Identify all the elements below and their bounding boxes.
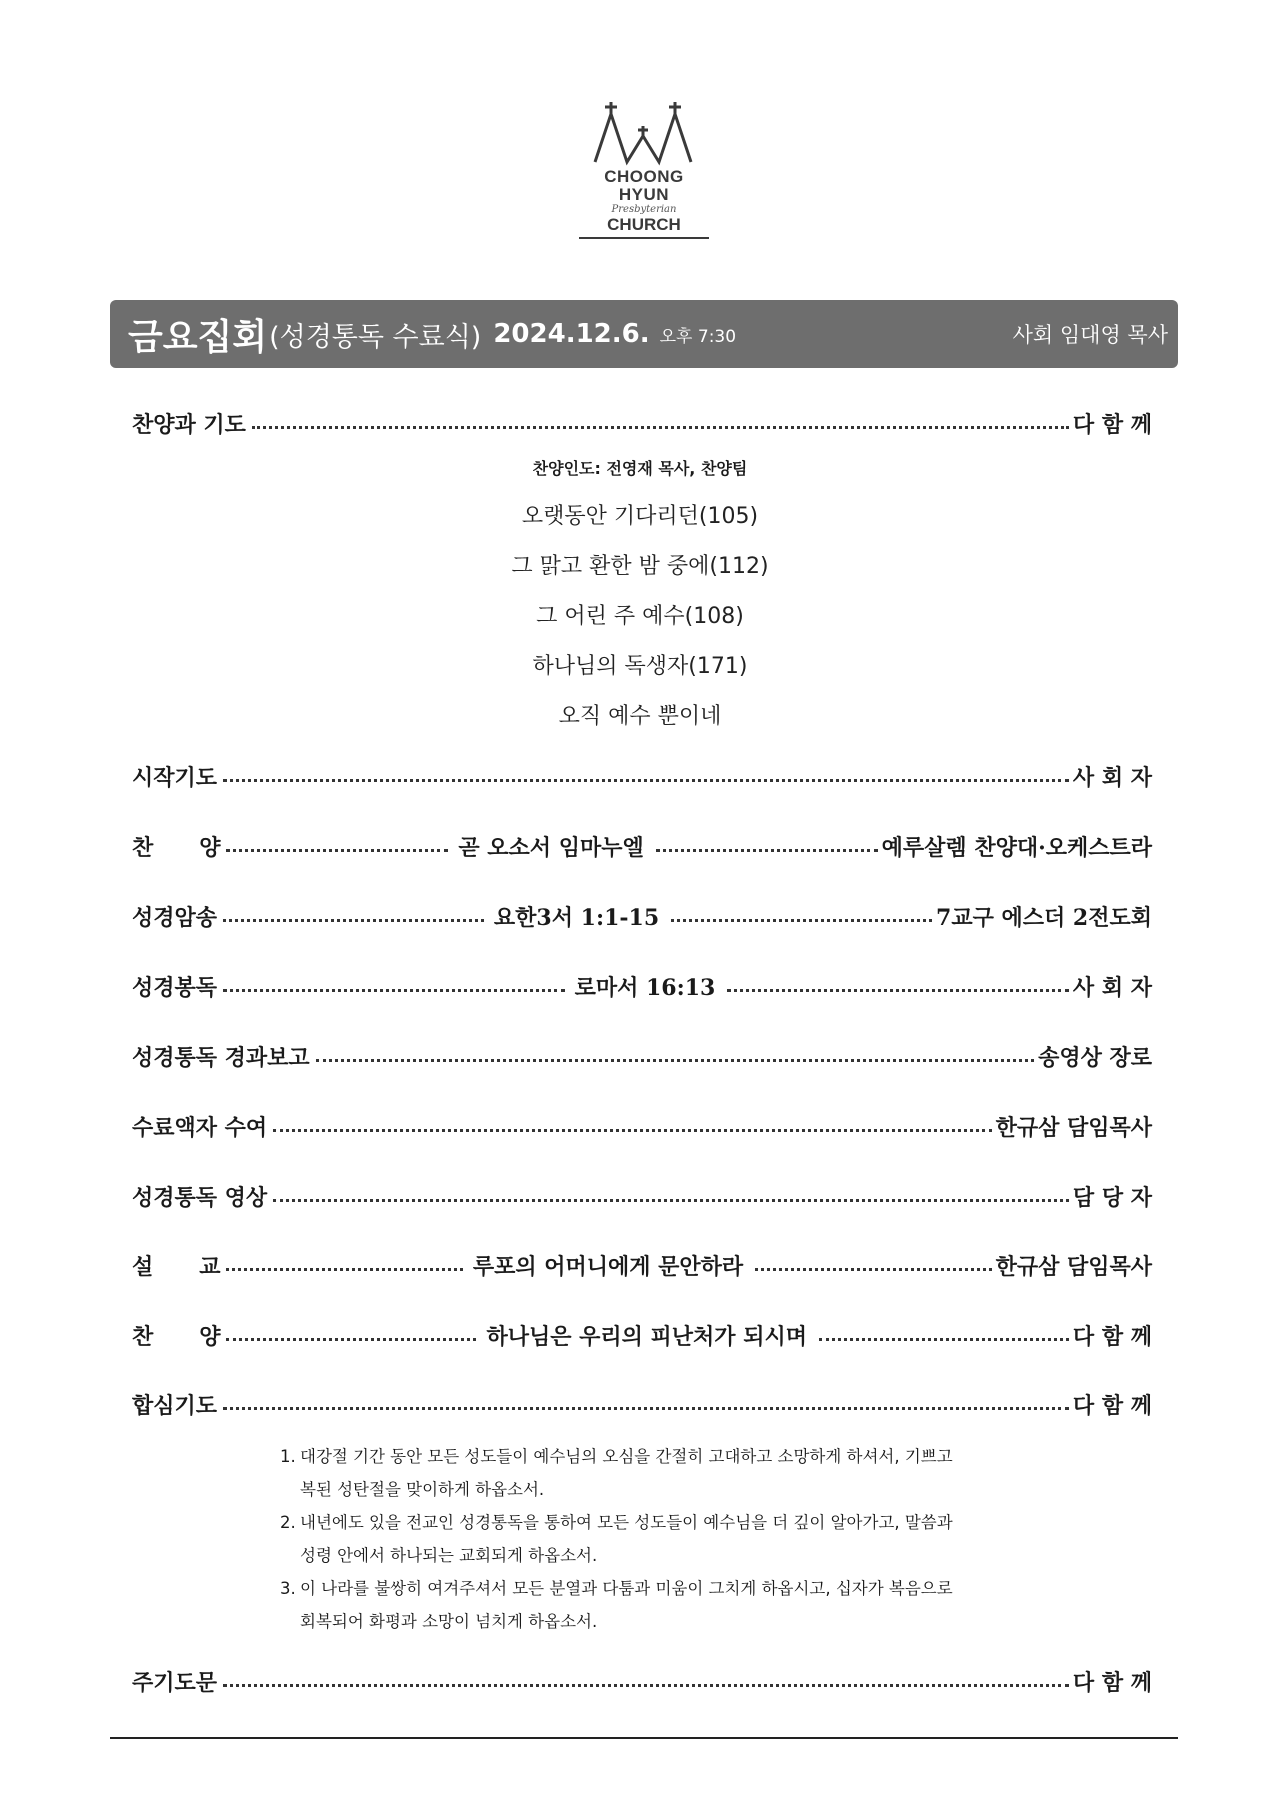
service-row xyxy=(132,829,1152,863)
service-row xyxy=(132,406,1152,440)
leader-dots xyxy=(310,1039,1038,1073)
logo-church: CHURCH xyxy=(607,215,681,234)
row-content: 요한3서 1:1-15 xyxy=(493,904,660,931)
service-row xyxy=(132,1387,1152,1421)
leader-dots xyxy=(813,1318,1073,1352)
row-label: 수료액자 수여 xyxy=(132,1114,268,1141)
leader-dots xyxy=(217,969,569,1003)
service-date: 2024.12.6. xyxy=(493,319,650,349)
row-label: 시작기도 xyxy=(132,764,218,791)
prayer-line: 이 나라를 불쌍히 여겨주셔서 모든 분열과 다툼과 미움이 그치게 하옵시고, 십자가 복음으로 xyxy=(300,1579,953,1598)
leader-dots xyxy=(665,899,936,933)
row-leader: 다 함 께 xyxy=(1072,1669,1152,1696)
row-content: 루포의 어머니에게 문안하라 xyxy=(472,1253,744,1280)
row-content: 로마서 16:13 xyxy=(574,974,716,1001)
row-label: 찬 양 xyxy=(132,834,221,861)
service-row xyxy=(132,969,1152,1003)
row-leader: 한규삼 담임목사 xyxy=(995,1114,1152,1141)
service-banner xyxy=(110,300,1178,368)
service-host: 사회 임대영 목사 xyxy=(1012,323,1168,347)
leader-dots xyxy=(217,759,1073,793)
service-row xyxy=(132,1109,1152,1143)
prayer-item xyxy=(280,1506,1020,1572)
prayer-line: 내년에도 있을 전교인 성경통독을 통하여 모든 성도들이 예수님을 더 깊이 알아가고, 말씀과 xyxy=(300,1513,953,1532)
service-row xyxy=(132,1664,1152,1698)
prayer-number: 2. xyxy=(280,1513,296,1532)
hymn-item: 오직 예수 뿐이네 xyxy=(558,704,722,729)
row-leader: 담 당 자 xyxy=(1072,1184,1152,1211)
row-label: 성경통독 경과보고 xyxy=(132,1044,310,1071)
service-row xyxy=(132,899,1152,933)
logo-underline xyxy=(579,237,709,239)
row-leader: 다 함 께 xyxy=(1072,411,1152,438)
prayer-item xyxy=(280,1572,1020,1638)
prayer-number: 1. xyxy=(280,1447,296,1466)
service-time: 오후 7:30 xyxy=(659,326,737,347)
row-label: 찬양과 기도 xyxy=(132,411,246,438)
prayer-number: 3. xyxy=(280,1579,296,1598)
prayer-line: 대강절 기간 동안 모든 성도들이 예수님의 오심을 간절히 고대하고 소망하게 하셔서, 기쁘고 xyxy=(300,1447,953,1466)
row-leader: 사 회 자 xyxy=(1072,974,1152,1001)
leader-dots xyxy=(267,1109,995,1143)
row-content: 하나님은 우리의 피난처가 되시며 xyxy=(486,1323,807,1350)
leader-dots xyxy=(220,829,452,863)
row-label: 합심기도 xyxy=(132,1392,218,1419)
row-leader: 예루살렘 찬양대·오케스트라 xyxy=(881,834,1152,861)
leader-dots xyxy=(217,1387,1073,1421)
prayer-line: 복된 성탄절을 맞이하게 하옵소서. xyxy=(300,1480,545,1499)
row-leader: 사 회 자 xyxy=(1072,764,1152,791)
logo-denomination: Presbyterian xyxy=(611,204,677,215)
service-title: 금요집회 xyxy=(128,316,268,358)
hymn-item: 오랫동안 기다리던(105) xyxy=(521,504,759,529)
service-row xyxy=(132,1318,1152,1352)
service-row xyxy=(132,759,1152,793)
church-cross-icon xyxy=(589,100,699,166)
prayer-line: 성령 안에서 하나되는 교회되게 하옵소서. xyxy=(300,1546,598,1565)
leader-dots xyxy=(220,1318,480,1352)
leader-dots xyxy=(650,829,882,863)
prayer-list xyxy=(280,1440,1020,1638)
leader-dots xyxy=(721,969,1073,1003)
hymn-item: 그 맑고 환한 밤 중에(112) xyxy=(511,554,769,579)
leader-dots xyxy=(217,1664,1073,1698)
row-leader: 7교구 에스더 2전도회 xyxy=(936,904,1152,931)
leader-dots xyxy=(267,1179,1073,1213)
row-content: 곧 오소서 임마누엘 xyxy=(458,834,644,861)
leader-dots xyxy=(220,1248,466,1282)
row-leader: 송영상 장로 xyxy=(1038,1044,1152,1071)
row-leader: 다 함 께 xyxy=(1072,1323,1152,1350)
row-label: 성경암송 xyxy=(132,904,218,931)
leader-dots xyxy=(246,406,1073,440)
row-label: 성경통독 영상 xyxy=(132,1184,268,1211)
service-subtitle: (성경통독 수료식) xyxy=(269,321,482,353)
logo-name: CHOONG HYUN xyxy=(604,167,684,204)
row-label: 설 교 xyxy=(132,1253,221,1280)
church-logo xyxy=(578,100,710,234)
service-row xyxy=(132,1039,1152,1073)
service-row xyxy=(132,1248,1152,1282)
prayer-item xyxy=(280,1440,1020,1506)
worship-leader: 찬양인도: 전영재 목사, 찬양팀 xyxy=(532,459,748,478)
hymn-item: 하나님의 독생자(171) xyxy=(532,654,748,679)
row-label: 주기도문 xyxy=(132,1669,218,1696)
prayer-line: 회복되어 화평과 소망이 넘치게 하옵소서. xyxy=(300,1612,598,1631)
row-label: 성경봉독 xyxy=(132,974,218,1001)
row-leader: 다 함 께 xyxy=(1072,1392,1152,1419)
service-row xyxy=(132,1179,1152,1213)
row-label: 찬 양 xyxy=(132,1323,221,1350)
row-leader: 한규삼 담임목사 xyxy=(995,1253,1152,1280)
leader-dots xyxy=(217,899,488,933)
bottom-divider xyxy=(110,1737,1178,1739)
hymn-item: 그 어린 주 예수(108) xyxy=(536,604,744,629)
leader-dots xyxy=(749,1248,995,1282)
